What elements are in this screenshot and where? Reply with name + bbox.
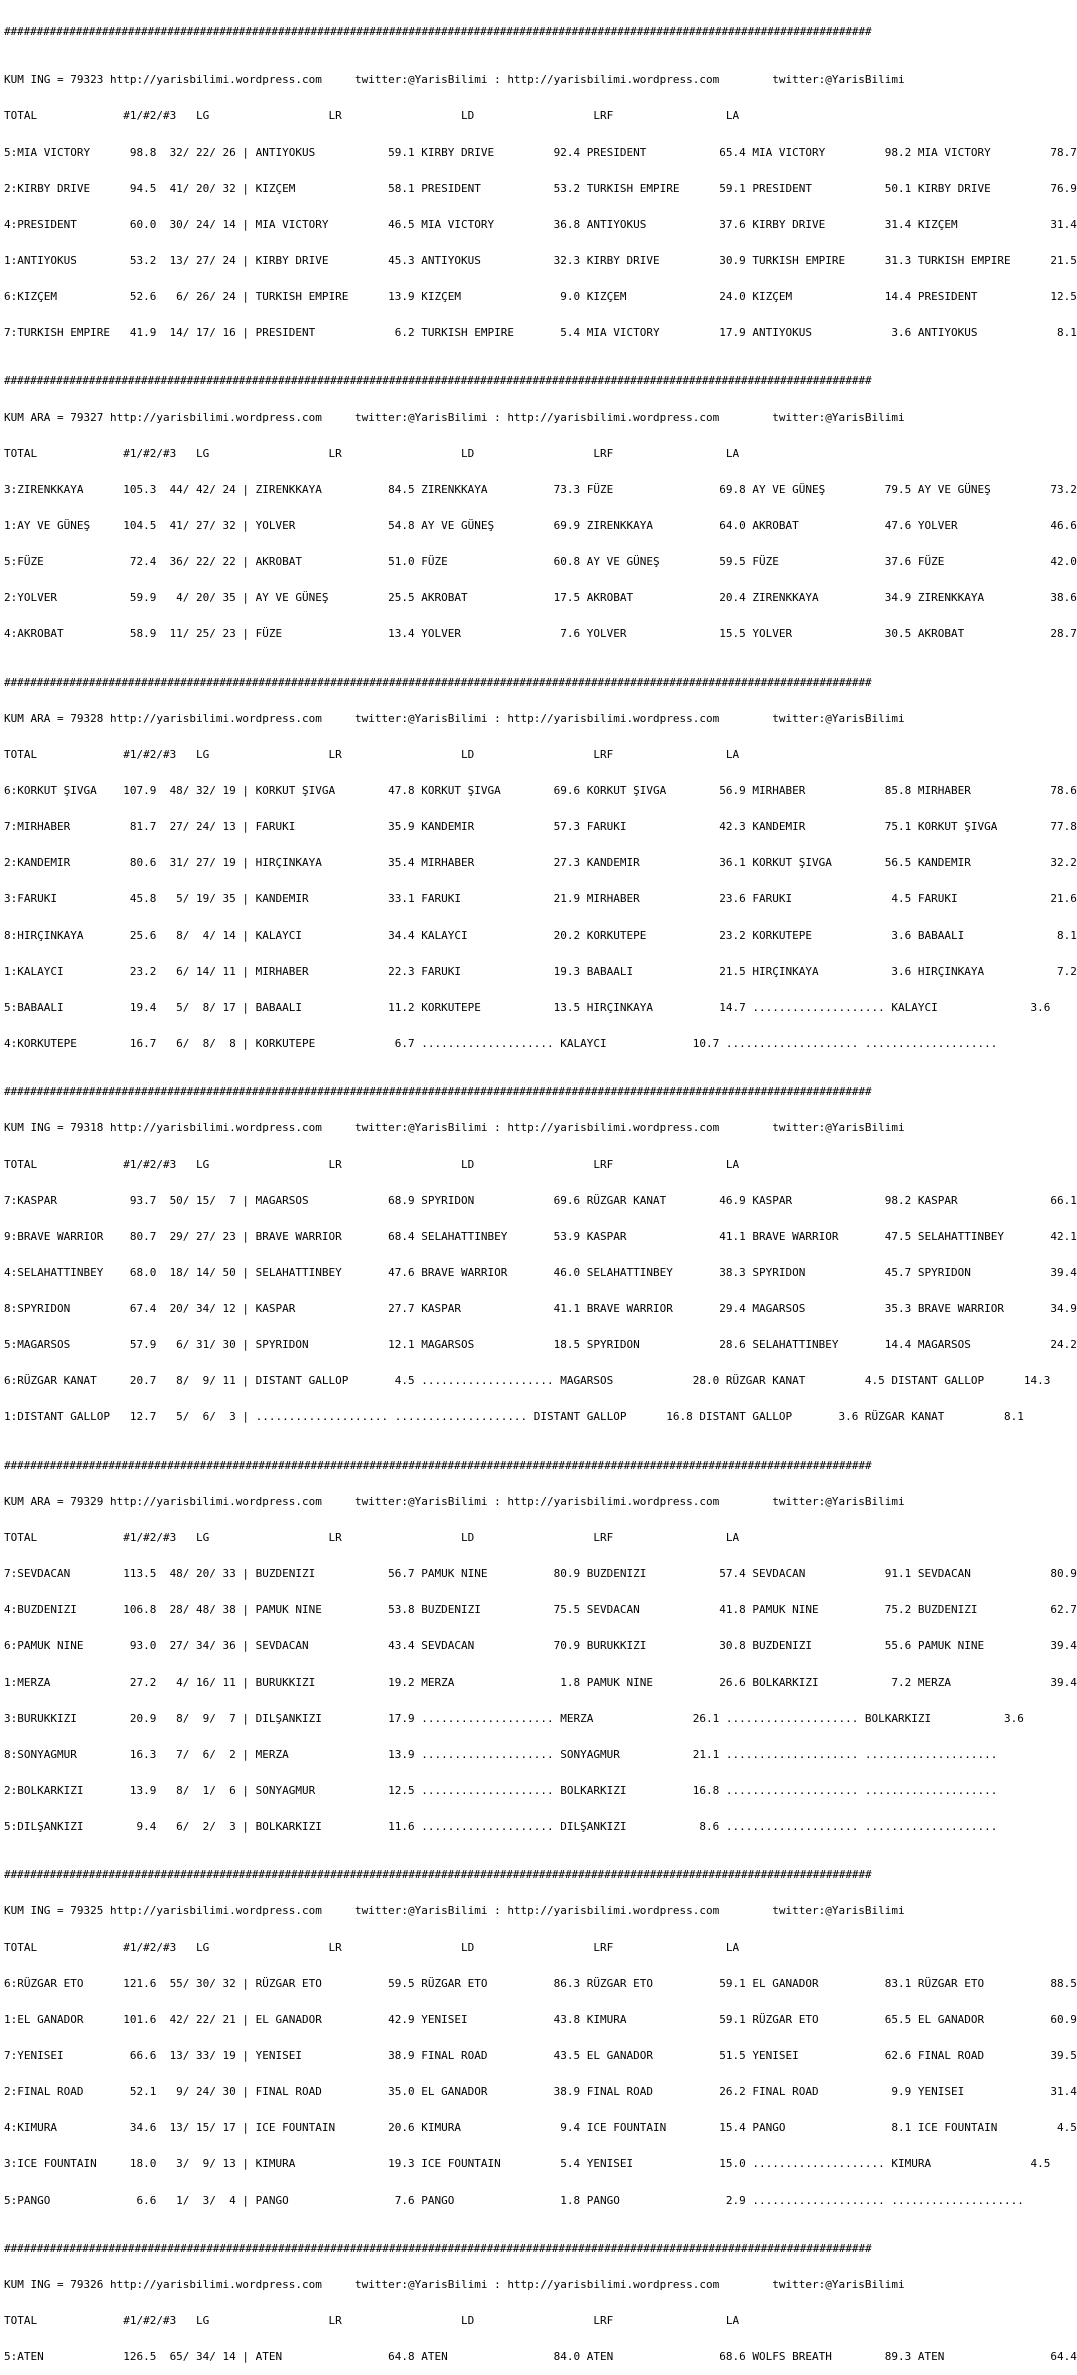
column-header: TOTAL #1/#2/#3 LG LR LD LRF LA — [4, 109, 740, 123]
table-row: 7:YENISEI 66.6 13/ 33/ 19 | YENISEI 38.9 FINAL ROAD 43.5 EL GANADOR 51.5 YENISEI 62.6 FINAL ROAD 39.5 — [4, 2048, 1077, 2062]
table-row: 5:MAGARSOS 57.9 6/ 31/ 30 | SPYRIDON 12.1 MAGARSOS 18.5 SPYRIDON 28.6 SELAHATTINBEY 14.4 MAGARSOS 24.2 — [4, 1338, 1077, 1352]
table-row: 6:KORKUT ŞIVGA 107.9 48/ 32/ 19 | KORKUT ŞIVGA 47.8 KORKUT ŞIVGA 69.6 KORKUT ŞIVGA 56.9 MIRHABER 85.8 MIRHABER 78.6 — [4, 784, 1077, 798]
table-row: 4:KORKUTEPE 16.7 6/ 8/ 8 | KORKUTEPE 6.7 .................... KALAYCI 10.7 .................... .................... — [4, 1037, 998, 1051]
table-row: 8:SPYRIDON 67.4 20/ 34/ 12 | KASPAR 27.7 KASPAR 41.1 BRAVE WARRIOR 29.4 MAGARSOS 35.3 BRAVE WARRIOR 34.9 — [4, 1302, 1077, 1316]
table-row: 8:SONYAGMUR 16.3 7/ 6/ 2 | MERZA 13.9 .................... SONYAGMUR 21.1 .................... .................... — [4, 1747, 998, 1761]
table-row: 2:BOLKARKIZI 13.9 8/ 1/ 6 | SONYAGMUR 12.5 .................... BOLKARKIZI 16.8 .................... .................... — [4, 1783, 998, 1797]
table-row: 7:SEVDACAN 113.5 48/ 20/ 33 | BUZDENIZI 56.7 PAMUK NINE 80.9 BUZDENIZI 57.4 SEVDACAN 91.1 SEVDACAN 80.9 — [4, 1567, 1077, 1581]
column-header: TOTAL #1/#2/#3 LG LR LD LRF LA — [4, 446, 740, 460]
table-row: 4:KIMURA 34.6 13/ 15/ 17 | ICE FOUNTAIN 20.6 KIMURA 9.4 ICE FOUNTAIN 15.4 PANGO 8.1 ICE FOUNTAIN 4.5 — [4, 2121, 1077, 2135]
table-row: 1:EL GANADOR 101.6 42/ 22/ 21 | EL GANADOR 42.9 YENISEI 43.8 KIMURA 59.1 RÜZGAR ETO 65.5 EL GANADOR 60.9 — [4, 2012, 1077, 2026]
race-header: KUM ING = 79323 http://yarisbilimi.wordpress.com twitter:@YarisBilimi : http://yarisbilimi.wordpress.com twitter:@YarisBilimi — [4, 73, 905, 87]
race-header: KUM ING = 79325 http://yarisbilimi.wordpress.com twitter:@YarisBilimi : http://yarisbilimi.wordpress.com twitter:@YarisBilimi — [4, 1904, 905, 1918]
table-row: 8:HIRÇINKAYA 25.6 8/ 4/ 14 | KALAYCI 34.4 KALAYCI 20.2 KORKUTEPE 23.2 KORKUTEPE 3.6 BABAALI 8.1 — [4, 928, 1077, 942]
table-row: 4:PRESIDENT 60.0 30/ 24/ 14 | MIA VICTORY 46.5 MIA VICTORY 36.8 ANTIYOKUS 37.6 KIRBY DRIVE 31.4 KIZÇEM 31.4 — [4, 217, 1077, 231]
separator-line: ##################################################################################################################################### — [4, 1868, 872, 1882]
table-row: 1:DISTANT GALLOP 12.7 5/ 6/ 3 | .................... .................... DISTANT GALLOP 16.8 DISTANT GALLOP 3.6 RÜZGAR KANAT 8.1 — [4, 1410, 1024, 1424]
separator-line: ##################################################################################################################################### — [4, 374, 872, 388]
table-row: 4:AKROBAT 58.9 11/ 25/ 23 | FÜZE 13.4 YOLVER 7.6 YOLVER 15.5 YOLVER 30.5 AKROBAT 28.7 — [4, 627, 1077, 641]
race-header: KUM ARA = 79328 http://yarisbilimi.wordpress.com twitter:@YarisBilimi : http://yarisbilimi.wordpress.com twitter:@YarisBilimi — [4, 711, 905, 725]
table-row: 5:DILŞANKIZI 9.4 6/ 2/ 3 | BOLKARKIZI 11.6 .................... DILŞANKIZI 8.6 .................... .................... — [4, 1820, 998, 1834]
column-header: TOTAL #1/#2/#3 LG LR LD LRF LA — [4, 1157, 740, 1171]
table-row: 5:BABAALI 19.4 5/ 8/ 17 | BABAALI 11.2 KORKUTEPE 13.5 HIRÇINKAYA 14.7 .................... KALAYCI 3.6 — [4, 1000, 1051, 1014]
table-row: 6:PAMUK NINE 93.0 27/ 34/ 36 | SEVDACAN 43.4 SEVDACAN 70.9 BURUKKIZI 30.8 BUZDENIZI 55.6 PAMUK NINE 39.4 — [4, 1639, 1077, 1653]
table-row: 2:FINAL ROAD 52.1 9/ 24/ 30 | FINAL ROAD 35.0 EL GANADOR 38.9 FINAL ROAD 26.2 FINAL ROAD 9.9 YENISEI 31.4 — [4, 2085, 1077, 2099]
table-row: 7:KASPAR 93.7 50/ 15/ 7 | MAGARSOS 68.9 SPYRIDON 69.6 RÜZGAR KANAT 46.9 KASPAR 98.2 KASPAR 66.1 — [4, 1193, 1077, 1207]
table-row: 9:BRAVE WARRIOR 80.7 29/ 27/ 23 | BRAVE WARRIOR 68.4 SELAHATTINBEY 53.9 KASPAR 41.1 BRAVE WARRIOR 47.5 SELAHATTINBEY 42.1 — [4, 1229, 1077, 1243]
table-row: 5:ATEN 126.5 65/ 34/ 14 | ATEN 64.8 ATEN 84.0 ATEN 68.6 WOLFS BREATH 89.3 ATEN 64.4 — [4, 2350, 1077, 2364]
table-row: 2:YOLVER 59.9 4/ 20/ 35 | AY VE GÜNEŞ 25.5 AKROBAT 17.5 AKROBAT 20.4 ZIRENKKAYA 34.9 ZIRENKKAYA 38.6 — [4, 591, 1077, 605]
race-header: KUM ARA = 79327 http://yarisbilimi.wordpress.com twitter:@YarisBilimi : http://yarisbilimi.wordpress.com twitter:@YarisBilimi — [4, 410, 905, 424]
separator-line: ##################################################################################################################################### — [4, 25, 872, 39]
table-row: 5:FÜZE 72.4 36/ 22/ 22 | AKROBAT 51.0 FÜZE 60.8 AY VE GÜNEŞ 59.5 FÜZE 37.6 FÜZE 42.0 — [4, 555, 1077, 569]
table-row: 4:SELAHATTINBEY 68.0 18/ 14/ 50 | SELAHATTINBEY 47.6 BRAVE WARRIOR 46.0 SELAHATTINBEY 38.3 SPYRIDON 45.7 SPYRIDON 39.4 — [4, 1265, 1077, 1279]
table-row: 2:KANDEMIR 80.6 31/ 27/ 19 | HIRÇINKAYA 35.4 MIRHABER 27.3 KANDEMIR 36.1 KORKUT ŞIVGA 56.5 KANDEMIR 32.2 — [4, 856, 1077, 870]
separator-line: ##################################################################################################################################### — [4, 1458, 872, 1472]
race-header: KUM ARA = 79329 http://yarisbilimi.wordpress.com twitter:@YarisBilimi : http://yarisbilimi.wordpress.com twitter:@YarisBilimi — [4, 1494, 905, 1508]
table-row: 1:MERZA 27.2 4/ 16/ 11 | BURUKKIZI 19.2 MERZA 1.8 PAMUK NINE 26.6 BOLKARKIZI 7.2 MERZA 39.4 — [4, 1675, 1077, 1689]
table-row: 1:KALAYCI 23.2 6/ 14/ 11 | MIRHABER 22.3 FARUKI 19.3 BABAALI 21.5 HIRÇINKAYA 3.6 HIRÇINKAYA 7.2 — [4, 964, 1077, 978]
table-row: 6:RÜZGAR ETO 121.6 55/ 30/ 32 | RÜZGAR ETO 59.5 RÜZGAR ETO 86.3 RÜZGAR ETO 59.1 EL GANADOR 83.1 RÜZGAR ETO 88.5 — [4, 1976, 1077, 1990]
table-row: 6:KIZÇEM 52.6 6/ 26/ 24 | TURKISH EMPIRE 13.9 KIZÇEM 9.0 KIZÇEM 24.0 KIZÇEM 14.4 PRESIDENT 12.5 — [4, 290, 1077, 304]
table-row: 7:MIRHABER 81.7 27/ 24/ 13 | FARUKI 35.9 KANDEMIR 57.3 FARUKI 42.3 KANDEMIR 75.1 KORKUT ŞIVGA 77.8 — [4, 820, 1077, 834]
table-row: 5:PANGO 6.6 1/ 3/ 4 | PANGO 7.6 PANGO 1.8 PANGO 2.9 .................... .................... — [4, 2193, 1024, 2207]
separator-line: ##################################################################################################################################### — [4, 675, 872, 689]
race-header: KUM ING = 79326 http://yarisbilimi.wordpress.com twitter:@YarisBilimi : http://yarisbilimi.wordpress.com twitter:@YarisBilimi — [4, 2277, 905, 2291]
table-row: 3:ZIRENKKAYA 105.3 44/ 42/ 24 | ZIRENKKAYA 84.5 ZIRENKKAYA 73.3 FÜZE 69.8 AY VE GÜNEŞ 79.5 AY VE GÜNEŞ 73.2 — [4, 482, 1077, 496]
table-row: 6:RÜZGAR KANAT 20.7 8/ 9/ 11 | DISTANT GALLOP 4.5 .................... MAGARSOS 28.0 RÜZGAR KANAT 4.5 DISTANT GALLOP 14.3 — [4, 1374, 1051, 1388]
column-header: TOTAL #1/#2/#3 LG LR LD LRF LA — [4, 1530, 740, 1544]
column-header: TOTAL #1/#2/#3 LG LR LD LRF LA — [4, 1940, 740, 1954]
separator-line: ##################################################################################################################################### — [4, 2241, 872, 2255]
race-header: KUM ING = 79318 http://yarisbilimi.wordpress.com twitter:@YarisBilimi : http://yarisbilimi.wordpress.com twitter:@YarisBilimi — [4, 1121, 905, 1135]
table-row: 7:TURKISH EMPIRE 41.9 14/ 17/ 16 | PRESIDENT 6.2 TURKISH EMPIRE 5.4 MIA VICTORY 17.9 ANTIYOKUS 3.6 ANTIYOKUS 8.1 — [4, 326, 1077, 340]
table-row: 5:MIA VICTORY 98.8 32/ 22/ 26 | ANTIYOKUS 59.1 KIRBY DRIVE 92.4 PRESIDENT 65.4 MIA VICTORY 98.2 MIA VICTORY 78.7 — [4, 145, 1077, 159]
table-row: 3:ICE FOUNTAIN 18.0 3/ 9/ 13 | KIMURA 19.3 ICE FOUNTAIN 5.4 YENISEI 15.0 .................... KIMURA 4.5 — [4, 2157, 1051, 2171]
table-row: 1:ANTIYOKUS 53.2 13/ 27/ 24 | KIRBY DRIVE 45.3 ANTIYOKUS 32.3 KIRBY DRIVE 30.9 TURKISH EMPIRE 31.3 TURKISH EMPIRE 21.5 — [4, 253, 1077, 267]
column-header: TOTAL #1/#2/#3 LG LR LD LRF LA — [4, 747, 740, 761]
table-row: 2:KIRBY DRIVE 94.5 41/ 20/ 32 | KIZÇEM 58.1 PRESIDENT 53.2 TURKISH EMPIRE 59.1 PRESIDENT 50.1 KIRBY DRIVE 76.9 — [4, 181, 1077, 195]
table-row: 4:BUZDENIZI 106.8 28/ 48/ 38 | PAMUK NINE 53.8 BUZDENIZI 75.5 SEVDACAN 41.8 PAMUK NINE 75.2 BUZDENIZI 62.7 — [4, 1603, 1077, 1617]
table-row: 1:AY VE GÜNEŞ 104.5 41/ 27/ 32 | YOLVER 54.8 AY VE GÜNEŞ 69.9 ZIRENKKAYA 64.0 AKROBAT 47.6 YOLVER 46.6 — [4, 519, 1077, 533]
separator-line: ##################################################################################################################################### — [4, 1085, 872, 1099]
table-row: 3:BURUKKIZI 20.9 8/ 9/ 7 | DILŞANKIZI 17.9 .................... MERZA 26.1 .................... BOLKARKIZI 3.6 — [4, 1711, 1024, 1725]
column-header: TOTAL #1/#2/#3 LG LR LD LRF LA — [4, 2314, 740, 2327]
table-row: 3:FARUKI 45.8 5/ 19/ 35 | KANDEMIR 33.1 FARUKI 21.9 MIRHABER 23.6 FARUKI 4.5 FARUKI 21.6 — [4, 892, 1077, 906]
